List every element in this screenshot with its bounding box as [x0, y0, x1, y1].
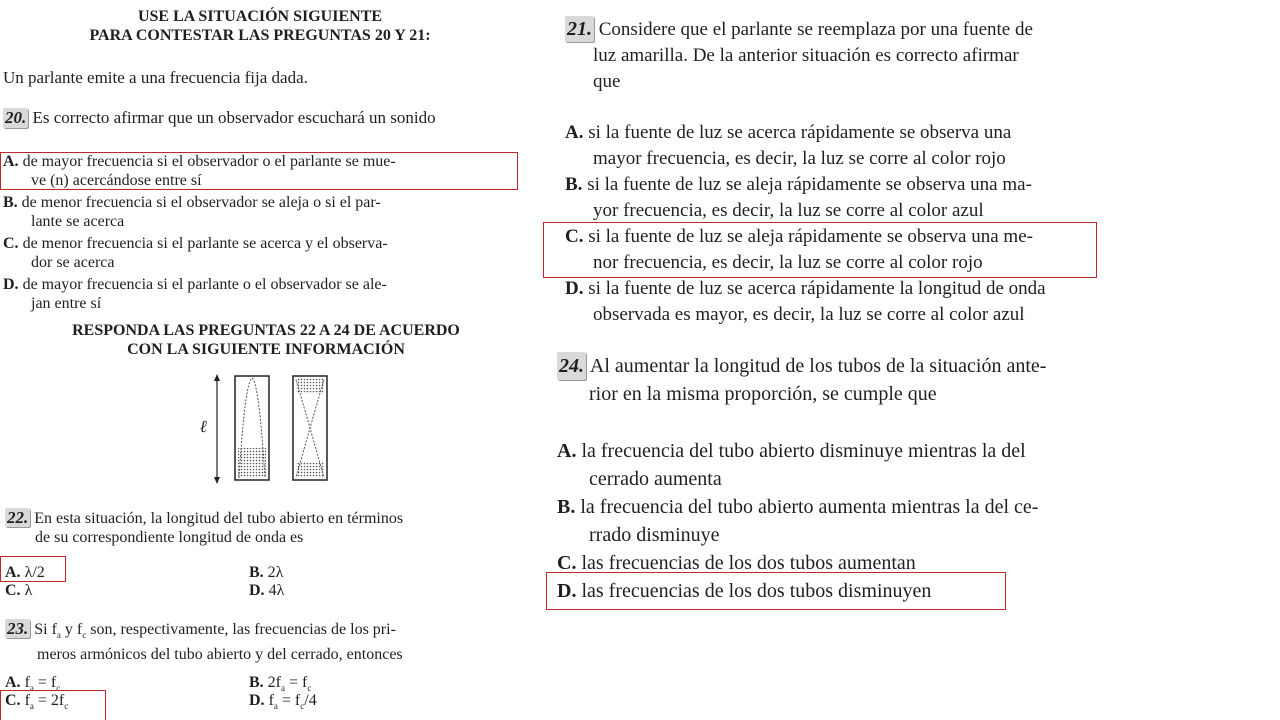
option-text: de mayor frecuencia si el parlante o el observador se ale- — [22, 276, 387, 293]
question-text: Considere que el parlante se reemplaza por una fuente de — [598, 19, 1033, 40]
option-text: de menor frecuencia si el observador se aleja o si el par- — [21, 194, 381, 211]
question-text-cont: meros armónicos del tubo abierto y del cerrado, entonces — [37, 646, 403, 664]
section-header-20-21 — [0, 8, 520, 45]
option-value: 4λ — [268, 582, 285, 599]
intro-text: Un parlante emite a una frecuencia fija dada. — [3, 68, 308, 87]
q22-option-b[interactable] — [249, 564, 283, 582]
option-value: 2λ — [267, 564, 284, 581]
option-letter: B. — [249, 674, 264, 691]
q20-option-b[interactable] — [3, 193, 381, 231]
option-letter: B. — [557, 496, 576, 518]
option-formula: $f_a = f_c$ — [24, 674, 61, 694]
option-text-cont: yor frecuencia, es decir, la luz se corre al color azul — [593, 200, 984, 221]
option-letter: D. — [249, 692, 265, 709]
option-letter: B. — [565, 174, 583, 195]
option-letter: A. — [5, 674, 21, 691]
option-value: λ — [24, 582, 33, 599]
section-header-line-2: CON LA SIGUIENTE INFORMACIÓN — [127, 341, 405, 358]
section-header-line-1: RESPONDA LAS PREGUNTAS 22 A 24 DE ACUERDO — [72, 322, 460, 339]
option-letter: A. — [565, 122, 584, 143]
option-letter: C. — [3, 235, 19, 252]
question-22 — [5, 508, 403, 547]
question-text-cont: que — [593, 71, 621, 92]
option-letter: D. — [565, 278, 584, 299]
question-text-cont: luz amarilla. De la anterior situación es correcto afirmar — [593, 45, 1019, 66]
q21-option-b[interactable] — [565, 172, 1032, 224]
question-number: 22. — [7, 508, 29, 527]
q20-option-d[interactable] — [3, 275, 387, 313]
q22-option-c[interactable] — [5, 582, 32, 600]
q23-option-d[interactable] — [249, 692, 317, 711]
option-formula: $f_a = f_c/4$ — [268, 692, 317, 712]
option-text: las frecuencias de los dos tubos disminuyen — [581, 580, 932, 602]
option-formula: $2f_a = f_c$ — [267, 674, 312, 694]
selected-answer-box-q21 — [543, 222, 1097, 278]
question-24 — [557, 352, 1046, 408]
option-text-cont: lante se acerca — [31, 213, 125, 230]
section-header-22-24 — [6, 321, 526, 359]
selected-answer-box-q24 — [546, 572, 1006, 610]
selected-answer-box-q23 — [0, 690, 106, 720]
option-text: las frecuencias de los dos tubos aumentan — [581, 552, 916, 574]
option-value: λ/2 — [24, 564, 45, 581]
option-text: la frecuencia del tubo abierto disminuye mientras la del — [581, 440, 1026, 462]
option-letter: A. — [5, 564, 21, 581]
option-text-cont: nor frecuencia, es decir, la luz se corre al color rojo — [593, 252, 983, 273]
question-number: 23. — [7, 619, 29, 638]
section-header-line-2: PARA CONTESTAR LAS PREGUNTAS 20 Y 21: — [89, 27, 431, 44]
question-23 — [5, 619, 403, 664]
question-21 — [565, 16, 1033, 95]
q24-option-b[interactable] — [557, 493, 1038, 549]
option-text: de menor frecuencia si el parlante se acerca y el observa- — [22, 235, 388, 252]
option-text-cont: mayor frecuencia, es decir, la luz se corre al color rojo — [593, 148, 1006, 169]
option-text-cont: ve (n) acercándose entre sí — [31, 172, 202, 189]
question-20 — [3, 108, 436, 128]
option-text-cont: dor se acerca — [31, 254, 115, 271]
question-text-cont: de su correspondiente longitud de onda es — [35, 529, 304, 546]
tubes-figure — [195, 372, 335, 486]
option-letter: C. — [5, 692, 21, 709]
question-number: 21. — [567, 18, 592, 40]
option-letter: D. — [557, 580, 577, 602]
option-text: si la fuente de luz se aleja rápidamente se observa una me- — [588, 226, 1033, 247]
option-text-cont: cerrado aumenta — [589, 468, 722, 490]
q21-option-a[interactable] — [565, 120, 1011, 172]
option-letter: C. — [5, 582, 21, 599]
option-text: si la fuente de luz se aleja rápidamente se observa una ma- — [587, 174, 1032, 195]
question-text: Al aumentar la longitud de los tubos de la situación ante- — [589, 355, 1047, 377]
question-text: Si $f_a$ y $f_c$ son, respectivamente, las frecuencias de los pri- — [34, 621, 396, 641]
option-letter: D. — [249, 582, 265, 599]
q21-option-d[interactable] — [565, 276, 1046, 328]
question-number: 20. — [5, 108, 27, 127]
q22-option-d[interactable] — [249, 582, 284, 600]
selected-answer-box-q22 — [0, 556, 66, 582]
length-label: ℓ — [200, 417, 208, 436]
option-letter: B. — [3, 194, 18, 211]
option-letter: C. — [565, 226, 584, 247]
option-text: de mayor frecuencia si el observador o el parlante se mue- — [22, 153, 396, 170]
q23-option-b[interactable] — [249, 674, 311, 693]
option-letter: D. — [3, 276, 19, 293]
option-letter: B. — [249, 564, 264, 581]
selected-answer-box-q20 — [0, 152, 518, 190]
option-text-cont: jan entre sí — [31, 295, 102, 312]
option-text: si la fuente de luz se acerca rápidamente la longitud de onda — [588, 278, 1046, 299]
question-text: En esta situación, la longitud del tubo abierto en términos — [34, 510, 404, 527]
question-number: 24. — [557, 352, 586, 380]
question-text-cont: rior en la misma proporción, se cumple que — [589, 383, 937, 405]
option-letter: A. — [3, 153, 19, 170]
option-text: si la fuente de luz se acerca rápidamente se observa una — [588, 122, 1012, 143]
section-header-line-1: USE LA SITUACIÓN SIGUIENTE — [137, 8, 383, 25]
option-letter: C. — [557, 552, 577, 574]
q24-option-a[interactable] — [557, 437, 1026, 493]
option-text: la frecuencia del tubo abierto aumenta mientras la del ce- — [580, 496, 1039, 518]
option-formula: $f_a = 2f_c$ — [24, 692, 69, 712]
option-text-cont: rrado disminuye — [589, 524, 720, 546]
option-letter: A. — [557, 440, 577, 462]
q20-option-c[interactable] — [3, 234, 388, 272]
option-text-cont: observada es mayor, es decir, la luz se corre al color azul — [593, 304, 1025, 325]
question-text: Es correcto afirmar que un observador escuchará un sonido — [32, 108, 436, 127]
